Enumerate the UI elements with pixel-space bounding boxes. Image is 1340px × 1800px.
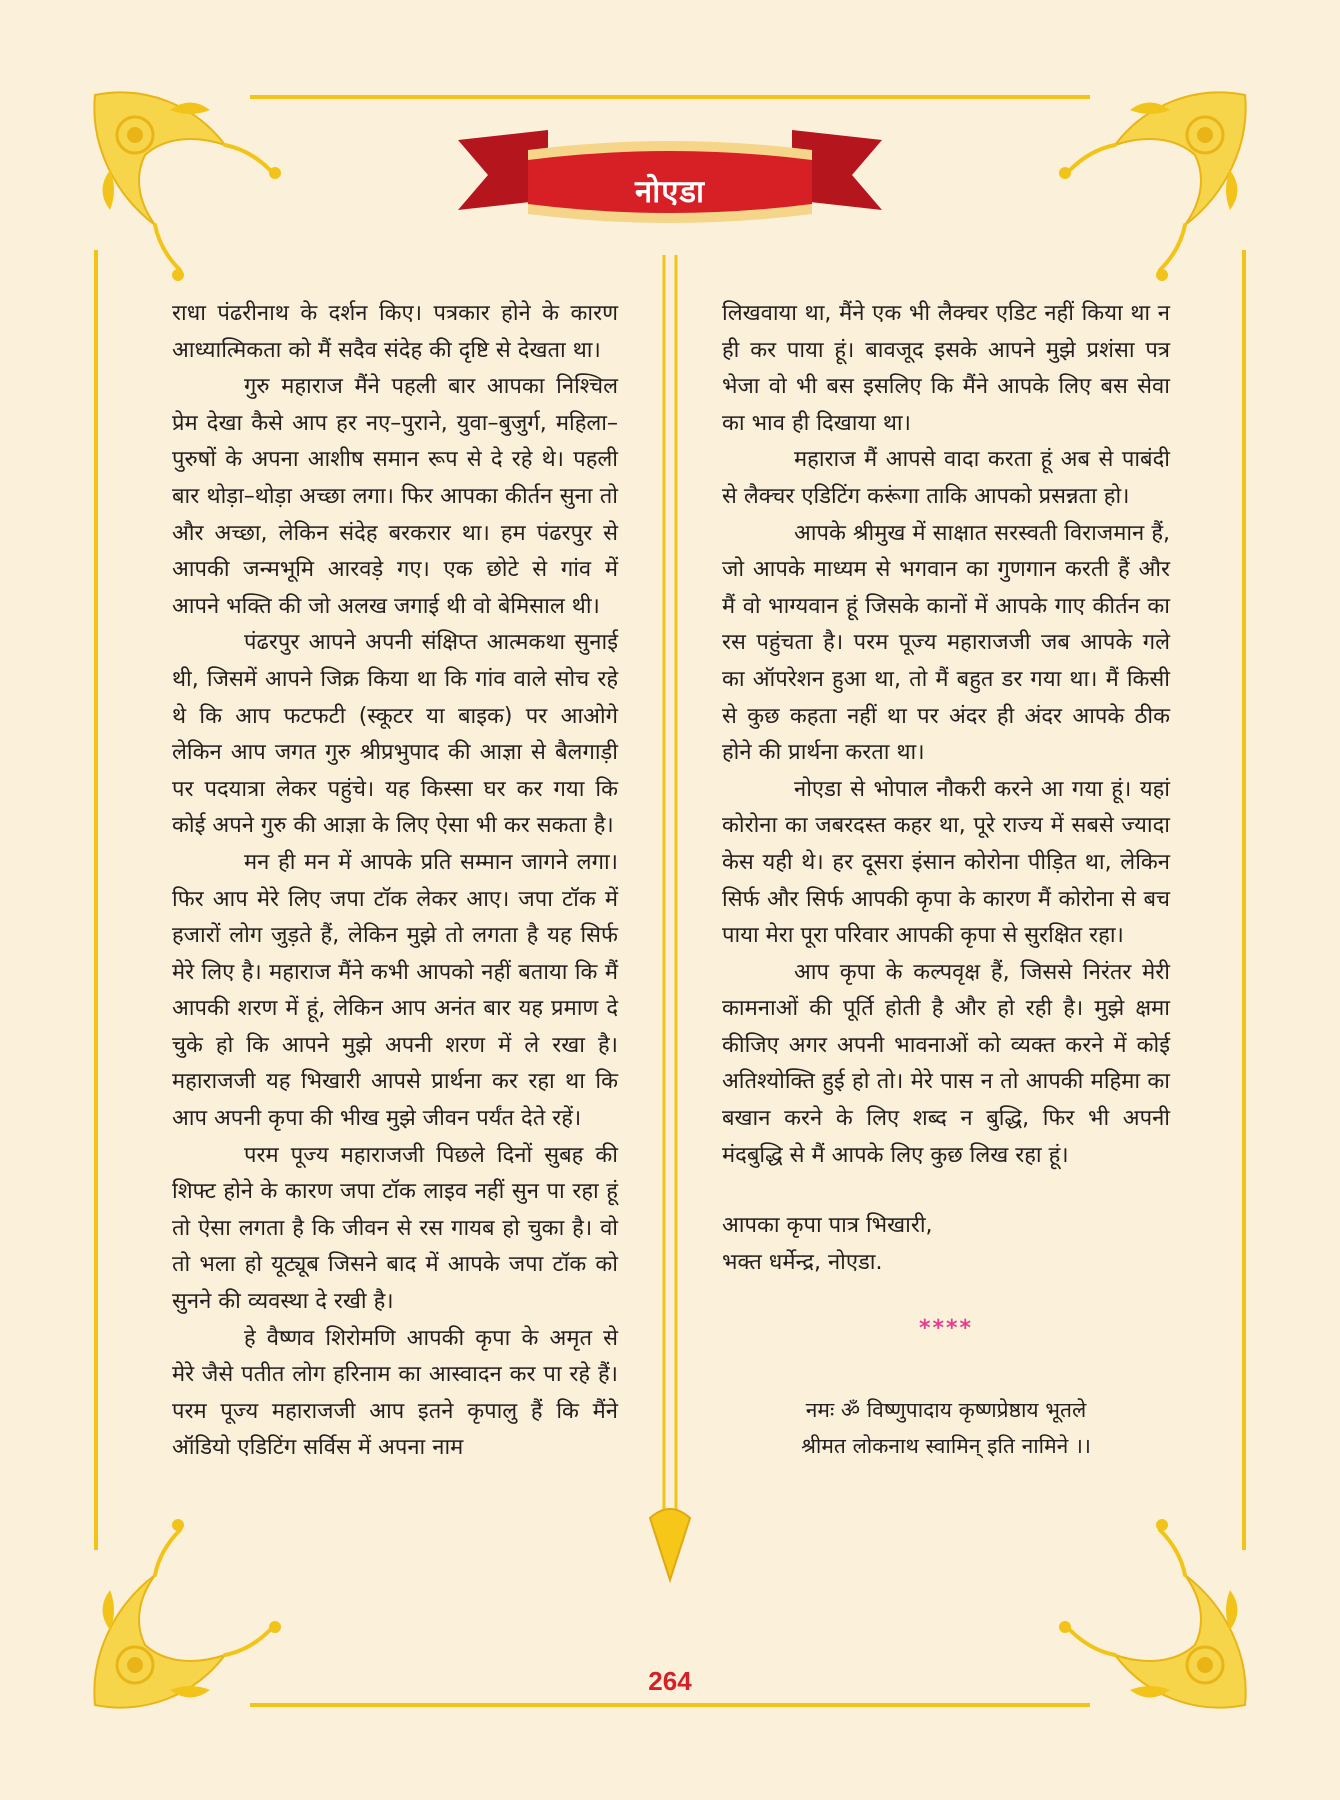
- column-divider: [650, 255, 690, 1580]
- paragraph: आप कृपा के कल्पवृक्ष हैं, जिससे निरंतर मेरी कामनाओं की पूर्ति होती है और हो रही है। मुझे क्षमा कीजिए अगर अपनी भावनाओं को व्यक्त करने में कोई अतिश्योक्ति हुई हो तो। मेरे पास न तो आपकी महिमा का बखान करने के लिए शब्द न बुद्धि, फिर भी अपनी मंदबुद्धि से मैं आपके लिए कुछ लिख रहा हूं।: [722, 959, 1170, 1168]
- paragraph: मन ही मन में आपके प्रति सम्मान जागने लगा। फिर आप मेरे लिए जपा टॉक लेकर आए। जपा टॉक में हजारों लोग जुड़ते हैं, लेकिन मुझे तो लगता है यह सिर्फ मेरे लिए है। महाराज मैंने कभी आपको नहीं बताया कि मैं आपकी शरण में हूं, लेकिन आप अनंत बार यह प्रमाण दे चुके हो कि आपने मुझे अपनी शरण में ले रखा है। महाराजजी यह भिखारी आपसे प्रार्थना कर रहा था कि आप अपनी कृपा की भीख मुझे जीवन पर्यंत देते रहें।: [172, 849, 618, 1132]
- signature-line: आपका कृपा पात्र भिखारी,: [722, 1213, 933, 1239]
- page-number: 264: [648, 1666, 692, 1696]
- separator-stars: ****: [918, 1316, 974, 1342]
- paragraph: राधा पंढरीनाथ के दर्शन किए। पत्रकार होने के कारण आध्यात्मिकता को मैं सदैव संदेह की दृष्टि से देखता था।: [172, 301, 618, 363]
- paragraph: महाराज मैं आपसे वादा करता हूं अब से पाबंदी से लैक्चर एडिटिंग करूंगा ताकि आपको प्रसन्नता हो।: [722, 447, 1170, 509]
- mantra: [722, 1392, 1170, 1464]
- paragraph: आपके श्रीमुख में साक्षात सरस्वती विराजमान हैं, जो आपके माध्यम से भगवान का गुणगान करती हैं और मैं वो भाग्यवान हूं जिसके कानों में आपके गाए कीर्तन का रस पहुंचता है। परम पूज्य महाराजजी जब आपके गले का ऑपरेशन हुआ था, तो मैं बहुत डर गया था। मैं किसी से कुछ कहता नहीं था पर अंदर ही अंदर आपके ठीक होने की प्रार्थना करता था।: [722, 520, 1170, 766]
- signature-line: भक्त धर्मेन्द्र, नोएडा.: [722, 1249, 883, 1275]
- paragraph: पंढरपुर आपने अपनी संक्षिप्त आत्मकथा सुनाई थी, जिसमें आपने जिक्र किया था कि गांव वाले सोच रहे थे कि आप फटफटी (स्कूटर या बाइक) पर आओगे लेकिन आप जगत गुरु श्रीप्रभुपाद की आज्ञा से बैलगाड़ी पर पदयात्रा लेकर पहुंचे। यह किस्सा घर कर गया कि कोई अपने गुरु की आज्ञा के लिए ऐसा भी कर सकता है।: [172, 630, 618, 839]
- mantra-line: नमः ॐ विष्णुपादाय कृष्णप्रेष्ठाय भूतले: [805, 1398, 1087, 1423]
- paragraph: गुरु महाराज मैंने पहली बार आपका निश्चिल प्रेम देखा कैसे आप हर नए–पुराने, युवा–बुजुर्ग, महिला–पुरुषों के अपना आशीष समान रूप से दे रहे थे। पहली बार थोड़ा–थोड़ा अच्छा लगा। फिर आपका कीर्तन सुना तो और अच्छा, लेकिन संदेह बरकरार था। हम पंढरपुर से आपकी जन्मभूमि आरवड़े गए। एक छोटे से गांव में आपने भक्ति की जो अलख जगाई थी वो बेमिसाल थी।: [172, 374, 618, 619]
- left-column: [172, 296, 618, 1467]
- paragraph: हे वैष्णव शिरोमणि आपकी कृपा के अमृत से मेरे जैसे पतीत लोग हरिनाम का आस्वादन कर पा रहे हैं। परम पूज्य महाराजजी आप इतने कृपालु हैं कि मैंने ऑडियो एडिटिंग सर्विस में अपना नाम: [172, 1325, 618, 1461]
- signature: [722, 1208, 1170, 1281]
- mantra-line: श्रीमत लोकनाथ स्वामिन् इति नामिने ।।: [801, 1434, 1091, 1459]
- page-title: नोएडा: [635, 174, 705, 210]
- right-column: [722, 296, 1170, 1464]
- paragraph: लिखवाया था, मैंने एक भी लैक्चर एडिट नहीं किया था न ही कर पाया हूं। बावजूद इसके आपने मुझे प्रशंसा पत्र भेजा वो भी बस इसलिए कि मैंने आपके लिए बस सेवा का भाव ही दिखाया था।: [722, 301, 1170, 436]
- paragraph: परम पूज्य महाराजजी पिछले दिनों सुबह की शिफ्ट होने के कारण जपा टॉक लाइव नहीं सुन पा रहा हूं तो ऐसा लगता है कि जीवन से रस गायब हो चुका है। वो तो भला हो यूट्यूब जिसने बाद में आपके जपा टॉक को सुनने की व्यवस्था दे रखी है।: [172, 1142, 618, 1315]
- paragraph: नोएडा से भोपाल नौकरी करने आ गया हूं। यहां कोरोना का जबरदस्त कहर था, पूरे राज्य में सबसे ज्यादा केस यही थे। हर दूसरा इंसान कोरोना पीड़ित था, लेकिन सिर्फ और सिर्फ आपकी कृपा के कारण मैं कोरोना से बच पाया मेरा पूरा परिवार आपकी कृपा से सुरक्षित रहा।: [722, 776, 1170, 949]
